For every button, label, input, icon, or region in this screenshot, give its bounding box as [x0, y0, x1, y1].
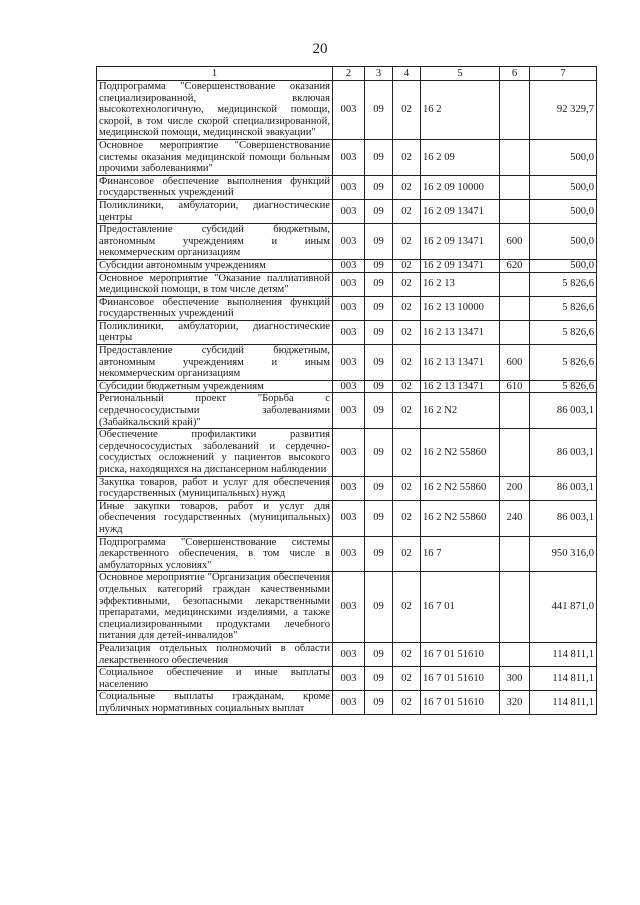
column-header: 5	[421, 67, 500, 81]
target-article-cell: 16 2 13 13471	[421, 380, 500, 393]
column-header: 6	[500, 67, 530, 81]
row-name-cell: Основное мероприятие "Оказание паллиативной медицинской помощи, в том числе детям"	[97, 272, 333, 296]
ministry-code-cell: 003	[333, 500, 365, 536]
table-row	[97, 536, 597, 572]
section-code-cell: 09	[365, 691, 393, 715]
target-article-cell: 16 2 09 13471	[421, 199, 500, 223]
target-article-cell: 16 2 N2 55860	[421, 429, 500, 476]
target-article-cell: 16 2 09 13471	[421, 259, 500, 272]
target-article-cell: 16 2	[421, 81, 500, 140]
expense-type-cell	[500, 139, 530, 175]
subsection-code-cell: 02	[393, 272, 421, 296]
section-code-cell: 09	[365, 175, 393, 199]
amount-cell: 114 811,1	[530, 691, 597, 715]
expense-type-cell: 600	[500, 345, 530, 381]
amount-cell: 92 329,7	[530, 81, 597, 140]
row-name-cell: Закупка товаров, работ и услуг для обеспечения государственных (муниципальных) нужд	[97, 476, 333, 500]
table-row	[97, 139, 597, 175]
target-article-cell: 16 2 09	[421, 139, 500, 175]
target-article-cell: 16 2 09 13471	[421, 224, 500, 260]
target-article-cell: 16 7 01 51610	[421, 691, 500, 715]
column-header: 7	[530, 67, 597, 81]
target-article-cell: 16 2 13	[421, 272, 500, 296]
table-row	[97, 691, 597, 715]
amount-cell: 86 003,1	[530, 476, 597, 500]
amount-cell: 114 811,1	[530, 642, 597, 666]
amount-cell: 500,0	[530, 224, 597, 260]
subsection-code-cell: 02	[393, 296, 421, 320]
amount-cell: 5 826,6	[530, 296, 597, 320]
table-row	[97, 345, 597, 381]
row-name-cell: Социальное обеспечение и иные выплаты населению	[97, 667, 333, 691]
expense-type-cell: 300	[500, 667, 530, 691]
section-code-cell: 09	[365, 224, 393, 260]
section-code-cell: 09	[365, 345, 393, 381]
row-name-cell: Поликлиники, амбулатории, диагностические центры	[97, 199, 333, 223]
column-header: 1	[97, 67, 333, 81]
amount-cell: 500,0	[530, 139, 597, 175]
target-article-cell: 16 7 01 51610	[421, 667, 500, 691]
subsection-code-cell: 02	[393, 81, 421, 140]
table-row	[97, 642, 597, 666]
table-row	[97, 393, 597, 429]
row-name-cell: Иные закупки товаров, работ и услуг для обеспечения государственных (муниципальных) нужд	[97, 500, 333, 536]
amount-cell: 950 316,0	[530, 536, 597, 572]
subsection-code-cell: 02	[393, 224, 421, 260]
row-name-cell: Финансовое обеспечение выполнения функций государственных учреждений	[97, 296, 333, 320]
table-row	[97, 429, 597, 476]
amount-cell: 5 826,6	[530, 380, 597, 393]
table-row	[97, 81, 597, 140]
row-name-cell: Основное мероприятие "Организация обеспечения отдельных категорий граждан качественными эффективными, безопасными лекарственными препаратами, медицинскими изделиями, а также специализированными продуктами лечебного питания для детей-инвалидов"	[97, 572, 333, 643]
target-article-cell: 16 2 13 10000	[421, 296, 500, 320]
section-code-cell: 09	[365, 139, 393, 175]
table-row	[97, 199, 597, 223]
ministry-code-cell: 003	[333, 175, 365, 199]
section-code-cell: 09	[365, 296, 393, 320]
header-row	[97, 67, 597, 81]
subsection-code-cell: 02	[393, 393, 421, 429]
section-code-cell: 09	[365, 380, 393, 393]
target-article-cell: 16 7 01	[421, 572, 500, 643]
subsection-code-cell: 02	[393, 199, 421, 223]
expense-type-cell: 600	[500, 224, 530, 260]
table-row	[97, 272, 597, 296]
subsection-code-cell: 02	[393, 536, 421, 572]
amount-cell: 5 826,6	[530, 272, 597, 296]
expense-type-cell	[500, 296, 530, 320]
target-article-cell: 16 2 N2 55860	[421, 476, 500, 500]
expense-type-cell: 200	[500, 476, 530, 500]
ministry-code-cell: 003	[333, 429, 365, 476]
subsection-code-cell: 02	[393, 642, 421, 666]
amount-cell: 86 003,1	[530, 393, 597, 429]
ministry-code-cell: 003	[333, 536, 365, 572]
ministry-code-cell: 003	[333, 296, 365, 320]
amount-cell: 500,0	[530, 259, 597, 272]
budget-table	[96, 66, 597, 715]
expense-type-cell	[500, 81, 530, 140]
target-article-cell: 16 2 N2 55860	[421, 500, 500, 536]
ministry-code-cell: 003	[333, 393, 365, 429]
section-code-cell: 09	[365, 320, 393, 344]
table-row	[97, 224, 597, 260]
subsection-code-cell: 02	[393, 667, 421, 691]
column-header: 2	[333, 67, 365, 81]
ministry-code-cell: 003	[333, 272, 365, 296]
expense-type-cell	[500, 175, 530, 199]
section-code-cell: 09	[365, 199, 393, 223]
row-name-cell: Подпрограмма "Совершенствование оказания специализированной, включая высокотехнологичную, медицинской помощи, скорой, в том числе скорой специализированной, медицинской помощи, медицинской эвакуации"	[97, 81, 333, 140]
amount-cell: 441 871,0	[530, 572, 597, 643]
page-number: 20	[312, 41, 328, 57]
row-name-cell: Предоставление субсидий бюджетным, автономным учреждениям и иным некоммерческим организациям	[97, 345, 333, 381]
subsection-code-cell: 02	[393, 320, 421, 344]
row-name-cell: Основное мероприятие "Совершенствование системы оказания медицинской помощи больным прочими заболеваниями"	[97, 139, 333, 175]
column-header: 4	[393, 67, 421, 81]
ministry-code-cell: 003	[333, 320, 365, 344]
table-row	[97, 320, 597, 344]
subsection-code-cell: 02	[393, 500, 421, 536]
ministry-code-cell: 003	[333, 642, 365, 666]
table-row	[97, 259, 597, 272]
expense-type-cell: 610	[500, 380, 530, 393]
expense-type-cell: 620	[500, 259, 530, 272]
subsection-code-cell: 02	[393, 429, 421, 476]
subsection-code-cell: 02	[393, 380, 421, 393]
row-name-cell: Обеспечение профилактики развития сердечнососудистых заболеваний и сердечно-сосудистых осложнений у пациентов высокого риска, находящихся на диспансерном наблюдении	[97, 429, 333, 476]
row-name-cell: Социальные выплаты гражданам, кроме публичных нормативных социальных выплат	[97, 691, 333, 715]
target-article-cell: 16 2 13 13471	[421, 345, 500, 381]
expense-type-cell	[500, 572, 530, 643]
expense-type-cell	[500, 199, 530, 223]
amount-cell: 86 003,1	[530, 429, 597, 476]
ministry-code-cell: 003	[333, 667, 365, 691]
target-article-cell: 16 7 01 51610	[421, 642, 500, 666]
row-name-cell: Реализация отдельных полномочий в области лекарственного обеспечения	[97, 642, 333, 666]
subsection-code-cell: 02	[393, 175, 421, 199]
expense-type-cell	[500, 536, 530, 572]
row-name-cell: Региональный проект "Борьба с сердечнососудистыми заболеваниями (Забайкальский край)"	[97, 393, 333, 429]
expense-type-cell	[500, 320, 530, 344]
section-code-cell: 09	[365, 667, 393, 691]
ministry-code-cell: 003	[333, 199, 365, 223]
section-code-cell: 09	[365, 642, 393, 666]
section-code-cell: 09	[365, 500, 393, 536]
subsection-code-cell: 02	[393, 139, 421, 175]
section-code-cell: 09	[365, 476, 393, 500]
expense-type-cell: 320	[500, 691, 530, 715]
row-name-cell: Подпрограмма "Совершенствование системы лекарственного обеспечения, в том числе в амбулаторных условиях"	[97, 536, 333, 572]
target-article-cell: 16 7	[421, 536, 500, 572]
subsection-code-cell: 02	[393, 572, 421, 643]
row-name-cell: Субсидии бюджетным учреждениям	[97, 380, 333, 393]
table-row	[97, 572, 597, 643]
table-row	[97, 476, 597, 500]
amount-cell: 86 003,1	[530, 500, 597, 536]
section-code-cell: 09	[365, 429, 393, 476]
expense-type-cell	[500, 272, 530, 296]
target-article-cell: 16 2 09 10000	[421, 175, 500, 199]
section-code-cell: 09	[365, 393, 393, 429]
subsection-code-cell: 02	[393, 691, 421, 715]
row-name-cell: Финансовое обеспечение выполнения функций государственных учреждений	[97, 175, 333, 199]
ministry-code-cell: 003	[333, 139, 365, 175]
ministry-code-cell: 003	[333, 81, 365, 140]
section-code-cell: 09	[365, 259, 393, 272]
ministry-code-cell: 003	[333, 572, 365, 643]
target-article-cell: 16 2 N2	[421, 393, 500, 429]
amount-cell: 500,0	[530, 199, 597, 223]
row-name-cell: Предоставление субсидий бюджетным, автономным учреждениям и иным некоммерческим организациям	[97, 224, 333, 260]
table-row	[97, 296, 597, 320]
ministry-code-cell: 003	[333, 345, 365, 381]
amount-cell: 114 811,1	[530, 667, 597, 691]
expense-type-cell	[500, 429, 530, 476]
table-row	[97, 380, 597, 393]
expense-type-cell	[500, 642, 530, 666]
expense-type-cell: 240	[500, 500, 530, 536]
table-row	[97, 175, 597, 199]
ministry-code-cell: 003	[333, 259, 365, 272]
amount-cell: 5 826,6	[530, 345, 597, 381]
amount-cell: 5 826,6	[530, 320, 597, 344]
ministry-code-cell: 003	[333, 380, 365, 393]
section-code-cell: 09	[365, 81, 393, 140]
target-article-cell: 16 2 13 13471	[421, 320, 500, 344]
column-header: 3	[365, 67, 393, 81]
table-row	[97, 667, 597, 691]
table-row	[97, 500, 597, 536]
amount-cell: 500,0	[530, 175, 597, 199]
ministry-code-cell: 003	[333, 224, 365, 260]
ministry-code-cell: 003	[333, 476, 365, 500]
ministry-code-cell: 003	[333, 691, 365, 715]
subsection-code-cell: 02	[393, 345, 421, 381]
subsection-code-cell: 02	[393, 476, 421, 500]
subsection-code-cell: 02	[393, 259, 421, 272]
section-code-cell: 09	[365, 272, 393, 296]
section-code-cell: 09	[365, 536, 393, 572]
section-code-cell: 09	[365, 572, 393, 643]
row-name-cell: Субсидии автономным учреждениям	[97, 259, 333, 272]
row-name-cell: Поликлиники, амбулатории, диагностические центры	[97, 320, 333, 344]
expense-type-cell	[500, 393, 530, 429]
